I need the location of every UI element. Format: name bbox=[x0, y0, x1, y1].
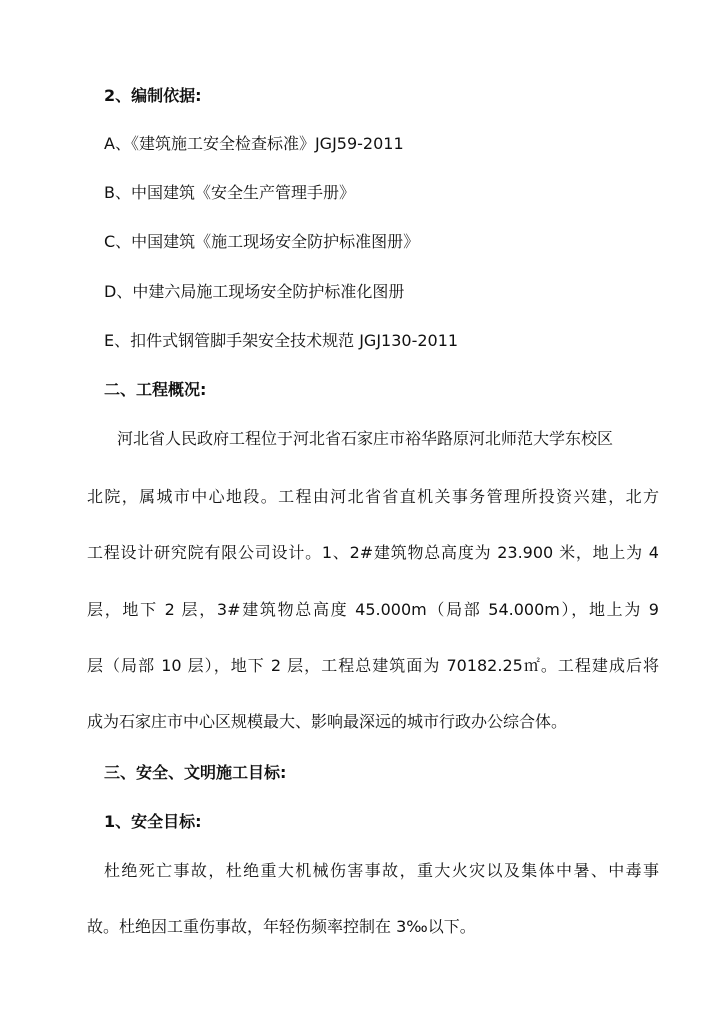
safety-line-1: 杜绝死亡事故，杜绝重大机械伤害事故，重大火灾以及集体中暑、中毒事 bbox=[104, 861, 659, 880]
basis-item-e: E、扣件式钢管脚手架安全技术规范 JGJ130-2011 bbox=[104, 331, 459, 350]
safety-goal-heading: 1、安全目标: bbox=[104, 812, 202, 831]
basis-heading: 2、编制依据: bbox=[104, 86, 202, 105]
basis-item-d: D、中建六局施工现场安全防护标准化图册 bbox=[104, 282, 405, 301]
overview-line-3: 工程设计研究院有限公司设计。1、2#建筑物总高度为 23.900 米，地上为 4 bbox=[87, 543, 659, 562]
safety-line-2: 故。杜绝因工重伤事故，年轻伤频率控制在 3‰以下。 bbox=[87, 917, 476, 936]
basis-item-a: A、《建筑施工安全检查标准》JGJ59-2011 bbox=[104, 134, 404, 153]
overview-line-1: 河北省人民政府工程位于河北省石家庄市裕华路原河北师范大学东校区 bbox=[117, 429, 614, 448]
overview-heading: 二、工程概况: bbox=[104, 380, 207, 399]
goals-heading: 三、安全、文明施工目标: bbox=[104, 763, 287, 782]
basis-item-c: C、中国建筑《施工现场安全防护标准图册》 bbox=[104, 232, 420, 251]
overview-line-4: 层，地下 2 层，3#建筑物总高度 45.000m（局部 54.000m），地上为 9 bbox=[87, 600, 659, 619]
overview-line-5: 层（局部 10 层），地下 2 层，工程总建筑面为 70182.25㎡。工程建成后将 bbox=[87, 656, 659, 675]
basis-item-b: B、中国建筑《安全生产管理手册》 bbox=[104, 183, 355, 202]
overview-line-2: 北院，属城市中心地段。工程由河北省省直机关事务管理所投资兴建，北方 bbox=[87, 487, 659, 506]
overview-line-6: 成为石家庄市中心区规模最大、影响最深远的城市行政办公综合体。 bbox=[87, 712, 568, 731]
